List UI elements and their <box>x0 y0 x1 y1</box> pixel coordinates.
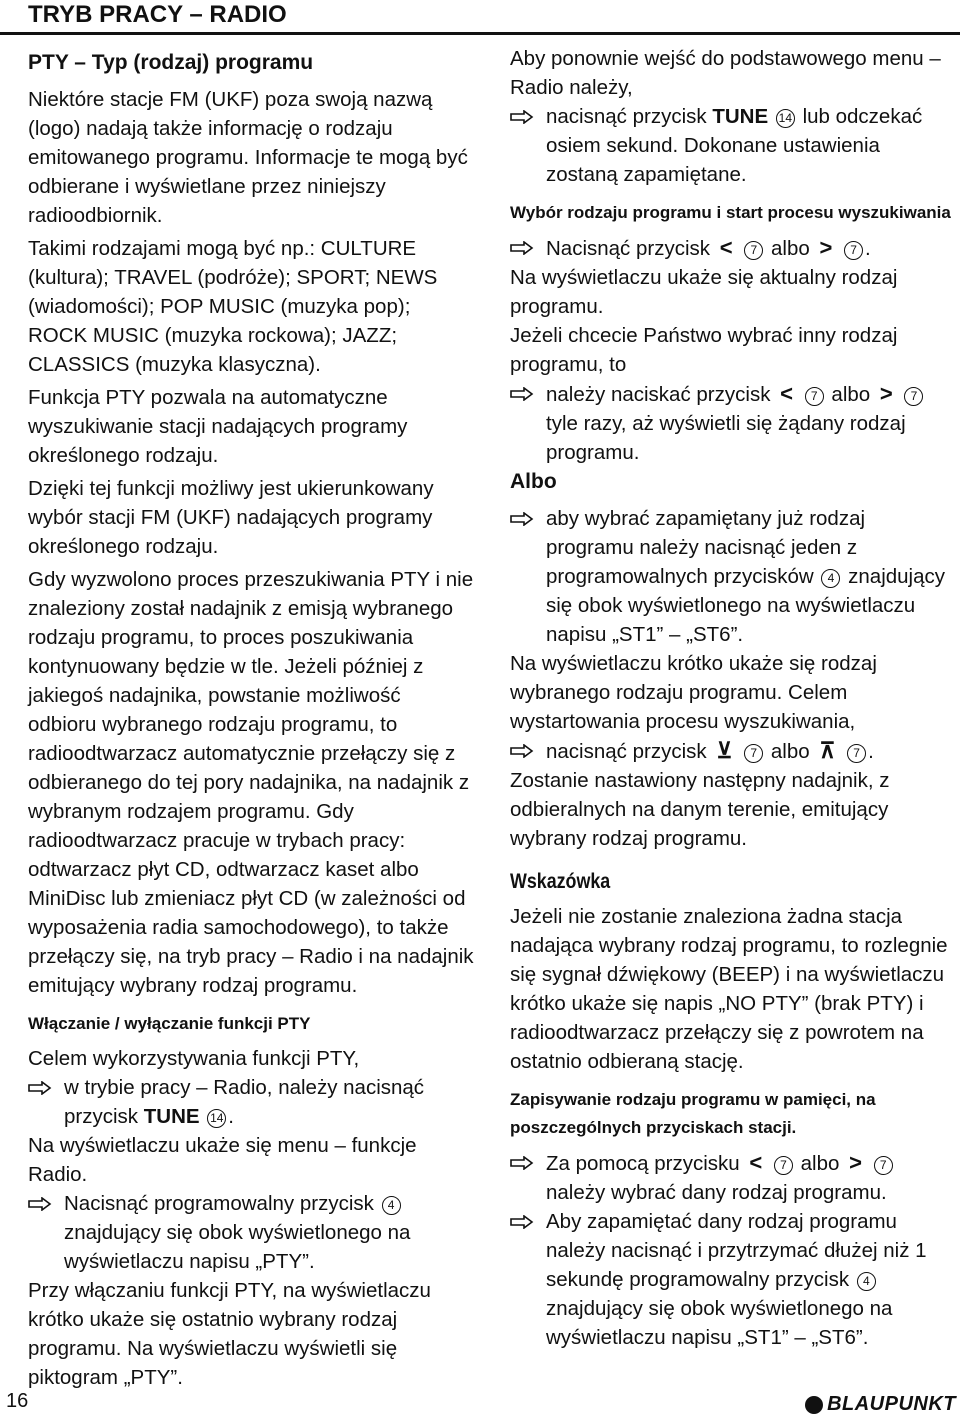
step-item: nacisnąć przycisk TUNE 14 lub odczekać osiem sekund. Dokonane ustawienia zostaną zapamiętane. <box>510 102 956 189</box>
button-number-badge: 14 <box>207 1109 226 1128</box>
button-number-badge: 7 <box>847 744 866 763</box>
paragraph: Jeżeli chcecie Państwo wybrać inny rodzaj programu, to <box>510 324 898 376</box>
arrow-icon <box>510 1156 534 1170</box>
paragraph: Przy włączaniu funkcji PTY, na wyświetlaczu krótko ukaże się ostatnio wybrany rodzaj programu. Na wyświetlaczu wyświetli się piktogram „PTY”. <box>28 1279 431 1389</box>
step-item: nacisnąć przycisk ⊻ 7 albo ⊼ 7 . <box>510 736 956 766</box>
albo-heading: Albo <box>510 470 557 493</box>
paragraph: Na wyświetlaczu krótko ukaże się rodzaj wybranego rodzaju programu. Celem wystartowania procesu wyszukiwania, <box>510 652 877 733</box>
arrow-icon <box>510 512 534 526</box>
tune-key-label: TUNE <box>712 105 769 128</box>
note-heading: Wskazówka <box>510 870 611 893</box>
button-number-badge: 7 <box>774 1156 793 1175</box>
button-number-badge: 7 <box>805 387 824 406</box>
step-item: aby wybrać zapamiętany już rodzaj programu należy nacisnąć jeden z programowalnych przycisków 4 znajdujący się obok wyświetlonego na wyświetlaczu napisu „ST1” – „ST6”. <box>510 504 956 649</box>
button-number-badge: 7 <box>744 241 763 260</box>
paragraph: Jeżeli nie zostanie znaleziona żadna stacja nadająca wybrany rodzaj programu, to rozlegnie się sygnał dźwiękowy (BEEP) i na wyświetlaczu krótko ukaże się napis „NO PTY” (brak PTY) i radioodtwarzacz przełączy się z powrotem na ostatnio odbieraną stację. <box>510 905 948 1073</box>
memory-heading: Zapisywanie rodzaju programu w pamięci, na poszczególnych przyciskach stacji. <box>510 1090 876 1137</box>
step-item: Za pomocą przycisku < 7 albo > 7 należy wybrać dany rodzaj programu. <box>510 1148 956 1207</box>
arrow-icon <box>510 1215 534 1229</box>
arrow-icon <box>28 1197 52 1211</box>
page-header <box>0 0 960 32</box>
button-number-badge: 7 <box>904 387 923 406</box>
button-number-badge: 7 <box>844 241 863 260</box>
brand-logo <box>805 1393 956 1416</box>
paragraph: Na wyświetlaczu ukaże się menu – funkcje Radio. <box>28 1134 417 1186</box>
header-rule <box>0 32 960 35</box>
step-item: w trybie pracy – Radio, należy nacisnąć przycisk TUNE 14 . <box>28 1073 474 1131</box>
arrow-icon <box>510 744 534 758</box>
button-number-badge: 7 <box>744 744 763 763</box>
step-item: Nacisnąć przycisk < 7 albo > 7 . <box>510 233 956 263</box>
paragraph: Aby ponownie wejść do podstawowego menu – Radio należy, <box>510 47 941 99</box>
left-arrow-key-icon: < <box>719 235 733 260</box>
paragraph: Gdy wyzwolono proces przeszukiwania PTY i nie znaleziony został nadajnik z emisją wybranego rodzaju programu, to proces poszukiwania kontynuowany będzie w tle. Jeżeli później z jakiegoś nadajnika, powstanie możliwość odbioru wybranego rodzaju programu, to radioodtwarzacz automatycznie przełączy się z odbieranego do tej pory nadajnika, na nadajnik z wybranym rodzajem programu. Gdy radioodtwarzacz pracuje w trybach pracy: odtwarzacz płyt CD, odtwarzacz kaset albo MiniDisc lub zmieniacz płyt CD (w zależności od wyposażenia radia samochodowego), to także przełączy się, na tryb pracy – Radio i na nadajnik emitujący wybrany rodzaj programu. <box>28 568 474 997</box>
down-key-icon: ⊻ <box>716 738 733 763</box>
paragraph: Niektóre stacje FM (UKF) poza swoją nazwą (logo) nadają także informację o rodzaju emitowanego programu. Informacje te mogą być odbierane i wyświetlane przez niniejszy radioodbiornik. <box>28 88 468 227</box>
page-number: 16 <box>6 1390 29 1412</box>
step-item: należy naciskać przycisk < 7 albo > 7 tyle razy, aż wyświetli się żądany rodzaj programu. <box>510 379 956 467</box>
page-title: TRYB PRACY – RADIO <box>28 1 287 28</box>
right-arrow-key-icon: > <box>819 235 833 260</box>
brand-dot-icon <box>805 1396 823 1414</box>
arrow-icon <box>510 241 534 255</box>
paragraph: Funkcja PTY pozwala na automatyczne wyszukiwanie stacji nadających programy określonego rodzaju. <box>28 386 408 467</box>
brand-name: BLAUPUNKT <box>827 1393 956 1415</box>
up-key-icon: ⊼ <box>819 738 836 763</box>
button-number-badge: 4 <box>821 569 840 588</box>
left-arrow-key-icon: < <box>749 1150 763 1175</box>
button-number-badge: 14 <box>776 109 795 128</box>
search-heading: Wybór rodzaju programu i start procesu wyszukiwania <box>510 203 951 222</box>
step-item: Nacisnąć programowalny przycisk 4 znajdujący się obok wyświetlonego na wyświetlaczu napisu „PTY”. <box>28 1189 474 1276</box>
arrow-icon <box>28 1081 52 1095</box>
right-column <box>510 44 956 1352</box>
tune-key-label: TUNE <box>143 1105 200 1128</box>
right-arrow-key-icon: > <box>849 1150 862 1175</box>
button-number-badge: 4 <box>382 1196 401 1215</box>
button-number-badge: 7 <box>874 1156 893 1175</box>
paragraph: Zostanie nastawiony następny nadajnik, z odbieralnych na danym terenie, emitujący wybrany rodzaj programu. <box>510 769 890 850</box>
paragraph: Dzięki tej funkcji możliwy jest ukierunkowany wybór stacji FM (UKF) nadających programy określonego rodzaju. <box>28 477 434 558</box>
pty-toggle-heading: Włączanie / wyłączanie funkcji PTY <box>28 1014 311 1033</box>
paragraph: Takimi rodzajami mogą być np.: CULTURE (kultura); TRAVEL (podróże); SPORT; NEWS (wiadomości); POP MUSIC (muzyka pop); ROCK MUSIC (muzyka rockowa); JAZZ; CLASSICS (muzyka klasyczna). <box>28 237 438 376</box>
left-arrow-key-icon: < <box>780 381 794 406</box>
button-number-badge: 4 <box>857 1272 876 1291</box>
step-item: Aby zapamiętać dany rodzaj programu należy nacisnąć i przytrzymać dłużej niż 1 sekundę programowalny przycisk 4 znajdujący się obok wyświetlonego na wyświetlaczu napisu „ST1” – „ST6”. <box>510 1207 956 1352</box>
right-arrow-key-icon: > <box>879 381 893 406</box>
left-column <box>28 44 474 1392</box>
paragraph: Celem wykorzystywania funkcji PTY, <box>28 1047 360 1070</box>
arrow-icon <box>510 110 534 124</box>
paragraph: Na wyświetlaczu ukaże się aktualny rodzaj programu. <box>510 266 898 318</box>
arrow-icon <box>510 387 534 401</box>
pty-heading: PTY – Typ (rodzaj) programu <box>28 51 314 74</box>
